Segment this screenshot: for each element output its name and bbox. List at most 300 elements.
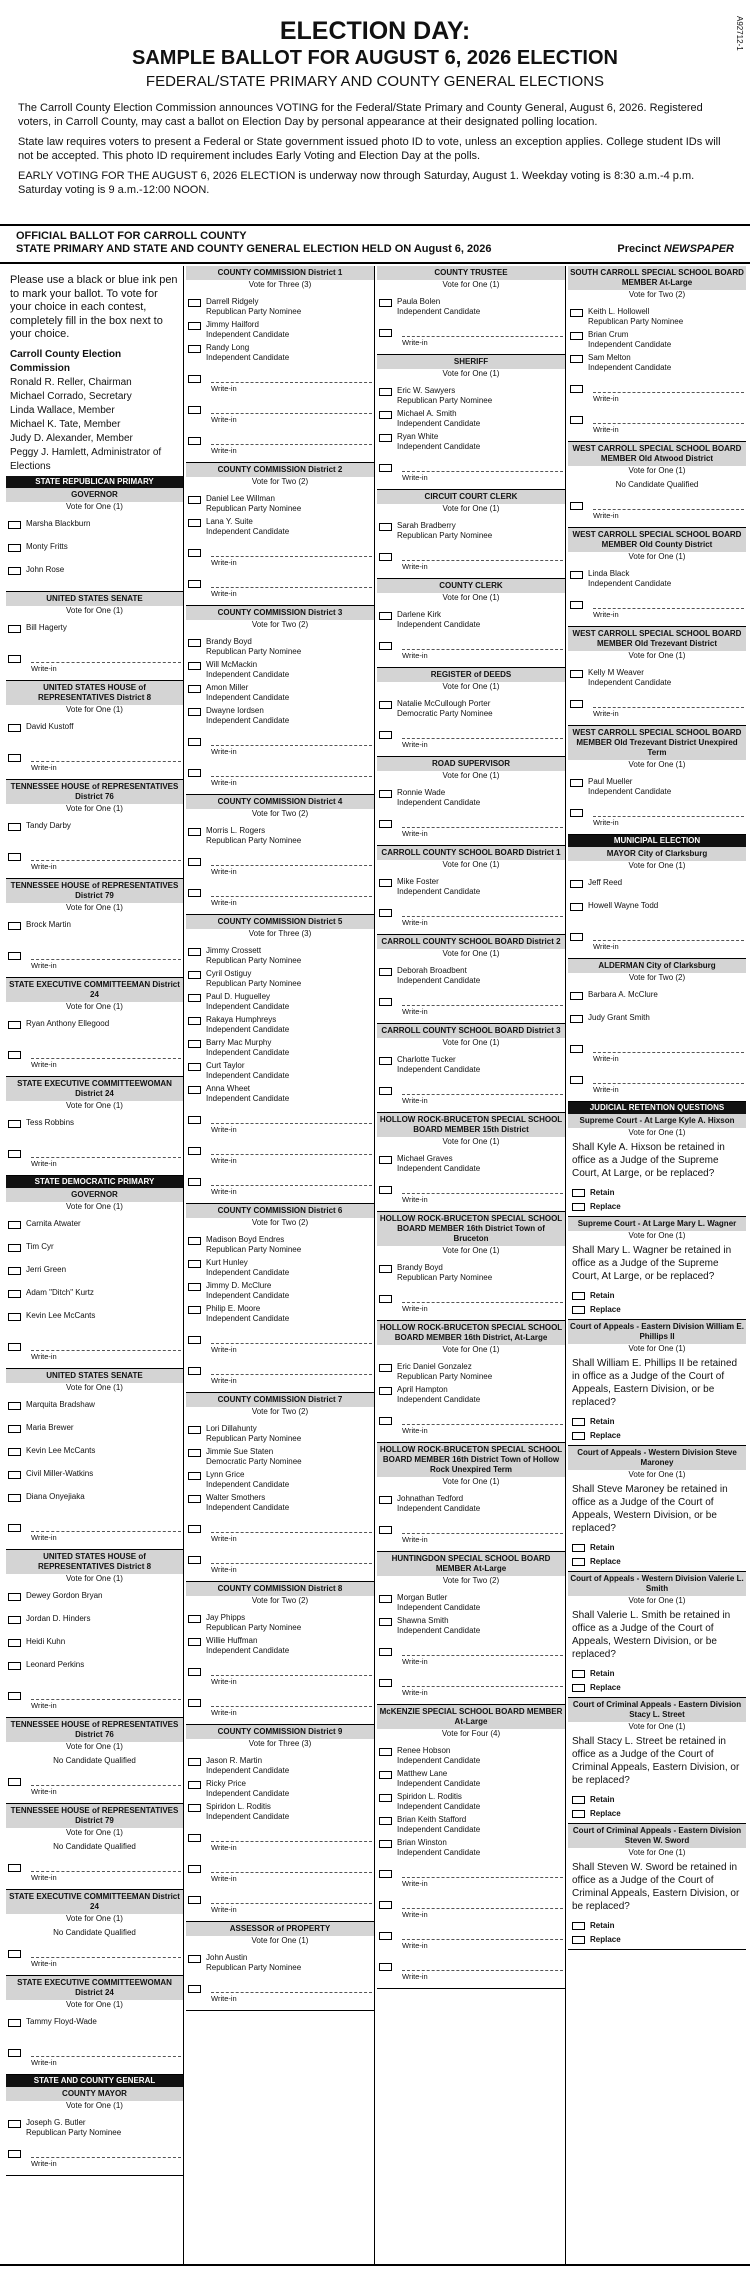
write-in-line[interactable]	[211, 850, 372, 866]
candidate-checkbox[interactable]	[188, 1781, 201, 1789]
candidate-row[interactable]	[188, 1304, 372, 1324]
candidate-checkbox[interactable]	[8, 1120, 21, 1128]
write-in-checkbox[interactable]	[570, 385, 583, 393]
write-in-checkbox[interactable]	[188, 1525, 201, 1533]
write-in-line[interactable]	[402, 1955, 563, 1971]
candidate-checkbox[interactable]	[8, 823, 21, 831]
write-in-line[interactable]	[211, 572, 372, 588]
write-in-checkbox[interactable]	[188, 1367, 201, 1375]
candidate-row[interactable]	[570, 353, 744, 373]
candidate-checkbox[interactable]	[8, 1448, 21, 1456]
write-in-line[interactable]	[402, 1178, 563, 1194]
candidate-checkbox[interactable]	[379, 1840, 392, 1848]
retain-checkbox[interactable]	[572, 1796, 585, 1804]
candidate-checkbox[interactable]	[8, 1471, 21, 1479]
replace-option[interactable]	[572, 1809, 742, 1818]
candidate-row[interactable]	[8, 1469, 181, 1489]
candidate-row[interactable]	[379, 1494, 563, 1514]
candidate-checkbox[interactable]	[379, 411, 392, 419]
candidate-row[interactable]	[570, 668, 744, 688]
candidate-row[interactable]	[188, 1235, 372, 1255]
write-in-checkbox[interactable]	[188, 1896, 201, 1904]
retain-option[interactable]	[572, 1795, 742, 1804]
candidate-checkbox[interactable]	[188, 322, 201, 330]
write-in-line[interactable]	[31, 1516, 181, 1532]
retain-checkbox[interactable]	[572, 1670, 585, 1678]
candidate-row[interactable]	[8, 1446, 181, 1466]
candidate-checkbox[interactable]	[8, 1313, 21, 1321]
candidate-checkbox[interactable]	[188, 1495, 201, 1503]
candidate-row[interactable]	[188, 1636, 372, 1656]
retain-option[interactable]	[572, 1291, 742, 1300]
replace-checkbox[interactable]	[572, 1203, 585, 1211]
write-in-line[interactable]	[211, 1139, 372, 1155]
write-in-checkbox[interactable]	[8, 1343, 21, 1351]
write-in-line[interactable]	[402, 990, 563, 1006]
candidate-row[interactable]	[188, 320, 372, 340]
candidate-row[interactable]	[379, 966, 563, 986]
candidate-row[interactable]	[8, 722, 181, 742]
write-in-line[interactable]	[211, 398, 372, 414]
candidate-checkbox[interactable]	[379, 523, 392, 531]
retain-option[interactable]	[572, 1921, 742, 1930]
candidate-row[interactable]	[188, 494, 372, 514]
write-in-line[interactable]	[593, 801, 744, 817]
candidate-row[interactable]	[8, 2118, 181, 2138]
candidate-checkbox[interactable]	[8, 1402, 21, 1410]
candidate-row[interactable]	[379, 1593, 563, 1613]
candidate-row[interactable]	[379, 1362, 563, 1382]
write-in-line[interactable]	[31, 2142, 181, 2158]
write-in-checkbox[interactable]	[8, 2150, 21, 2158]
candidate-checkbox[interactable]	[188, 994, 201, 1002]
candidate-checkbox[interactable]	[570, 309, 583, 317]
candidate-row[interactable]	[379, 1792, 563, 1812]
write-in-checkbox[interactable]	[570, 1045, 583, 1053]
candidate-row[interactable]	[8, 2017, 181, 2037]
write-in-checkbox[interactable]	[570, 933, 583, 941]
write-in-line[interactable]	[31, 845, 181, 861]
retain-option[interactable]	[572, 1188, 742, 1197]
write-in-line[interactable]	[593, 494, 744, 510]
write-in-line[interactable]	[31, 746, 181, 762]
write-in-checkbox[interactable]	[570, 700, 583, 708]
write-in-checkbox[interactable]	[8, 1778, 21, 1786]
replace-option[interactable]	[572, 1202, 742, 1211]
candidate-checkbox[interactable]	[379, 1748, 392, 1756]
candidate-checkbox[interactable]	[379, 1387, 392, 1395]
candidate-row[interactable]	[188, 637, 372, 657]
candidate-checkbox[interactable]	[188, 639, 201, 647]
candidate-row[interactable]	[188, 1424, 372, 1444]
candidate-checkbox[interactable]	[379, 1156, 392, 1164]
write-in-checkbox[interactable]	[379, 1870, 392, 1878]
write-in-line[interactable]	[211, 1359, 372, 1375]
candidate-row[interactable]	[188, 683, 372, 703]
write-in-checkbox[interactable]	[8, 1524, 21, 1532]
write-in-line[interactable]	[31, 1684, 181, 1700]
candidate-row[interactable]	[379, 297, 563, 317]
candidate-row[interactable]	[379, 699, 563, 719]
write-in-line[interactable]	[211, 761, 372, 777]
retain-checkbox[interactable]	[572, 1544, 585, 1552]
replace-checkbox[interactable]	[572, 1810, 585, 1818]
write-in-checkbox[interactable]	[188, 1985, 201, 1993]
write-in-checkbox[interactable]	[379, 1963, 392, 1971]
write-in-line[interactable]	[211, 730, 372, 746]
write-in-checkbox[interactable]	[188, 1699, 201, 1707]
write-in-checkbox[interactable]	[379, 642, 392, 650]
write-in-checkbox[interactable]	[379, 1417, 392, 1425]
write-in-checkbox[interactable]	[8, 1950, 21, 1958]
candidate-checkbox[interactable]	[188, 828, 201, 836]
candidate-checkbox[interactable]	[188, 345, 201, 353]
write-in-checkbox[interactable]	[188, 1668, 201, 1676]
candidate-row[interactable]	[188, 1281, 372, 1301]
write-in-line[interactable]	[211, 1170, 372, 1186]
write-in-line[interactable]	[211, 1857, 372, 1873]
write-in-checkbox[interactable]	[379, 1932, 392, 1940]
write-in-checkbox[interactable]	[188, 858, 201, 866]
candidate-row[interactable]	[188, 1061, 372, 1081]
candidate-row[interactable]	[188, 1084, 372, 1104]
write-in-checkbox[interactable]	[188, 1116, 201, 1124]
candidate-checkbox[interactable]	[570, 571, 583, 579]
candidate-checkbox[interactable]	[188, 1955, 201, 1963]
candidate-row[interactable]	[8, 623, 181, 643]
write-in-checkbox[interactable]	[8, 2049, 21, 2057]
candidate-checkbox[interactable]	[379, 1817, 392, 1825]
candidate-row[interactable]	[379, 386, 563, 406]
candidate-row[interactable]	[188, 1258, 372, 1278]
candidate-checkbox[interactable]	[8, 625, 21, 633]
write-in-checkbox[interactable]	[188, 738, 201, 746]
candidate-checkbox[interactable]	[570, 332, 583, 340]
write-in-checkbox[interactable]	[8, 1692, 21, 1700]
retain-option[interactable]	[572, 1669, 742, 1678]
candidate-row[interactable]	[570, 569, 744, 589]
write-in-checkbox[interactable]	[8, 1864, 21, 1872]
retain-checkbox[interactable]	[572, 1922, 585, 1930]
replace-checkbox[interactable]	[572, 1306, 585, 1314]
write-in-line[interactable]	[31, 1856, 181, 1872]
write-in-checkbox[interactable]	[188, 1336, 201, 1344]
candidate-checkbox[interactable]	[188, 1306, 201, 1314]
replace-option[interactable]	[572, 1935, 742, 1944]
candidate-row[interactable]	[188, 826, 372, 846]
candidate-checkbox[interactable]	[188, 971, 201, 979]
replace-checkbox[interactable]	[572, 1684, 585, 1692]
write-in-checkbox[interactable]	[8, 952, 21, 960]
candidate-row[interactable]	[188, 1802, 372, 1822]
write-in-checkbox[interactable]	[8, 853, 21, 861]
write-in-line[interactable]	[211, 1108, 372, 1124]
candidate-checkbox[interactable]	[188, 1283, 201, 1291]
candidate-row[interactable]	[8, 1423, 181, 1443]
candidate-checkbox[interactable]	[570, 903, 583, 911]
replace-checkbox[interactable]	[572, 1432, 585, 1440]
write-in-line[interactable]	[211, 1977, 372, 1993]
candidate-checkbox[interactable]	[8, 1662, 21, 1670]
replace-option[interactable]	[572, 1431, 742, 1440]
write-in-line[interactable]	[211, 429, 372, 445]
candidate-row[interactable]	[188, 706, 372, 726]
candidate-checkbox[interactable]	[188, 1426, 201, 1434]
candidate-checkbox[interactable]	[379, 968, 392, 976]
candidate-checkbox[interactable]	[188, 1086, 201, 1094]
write-in-checkbox[interactable]	[570, 1076, 583, 1084]
write-in-checkbox[interactable]	[188, 375, 201, 383]
candidate-checkbox[interactable]	[8, 1221, 21, 1229]
candidate-row[interactable]	[188, 1038, 372, 1058]
candidate-row[interactable]	[188, 946, 372, 966]
write-in-checkbox[interactable]	[379, 464, 392, 472]
write-in-line[interactable]	[402, 1924, 563, 1940]
candidate-checkbox[interactable]	[379, 1771, 392, 1779]
write-in-line[interactable]	[402, 901, 563, 917]
write-in-checkbox[interactable]	[570, 809, 583, 817]
candidate-checkbox[interactable]	[8, 544, 21, 552]
write-in-line[interactable]	[211, 1517, 372, 1533]
candidate-checkbox[interactable]	[379, 388, 392, 396]
write-in-checkbox[interactable]	[379, 1901, 392, 1909]
write-in-checkbox[interactable]	[570, 416, 583, 424]
candidate-row[interactable]	[8, 821, 181, 841]
retain-option[interactable]	[572, 1417, 742, 1426]
write-in-line[interactable]	[31, 1942, 181, 1958]
replace-option[interactable]	[572, 1305, 742, 1314]
write-in-checkbox[interactable]	[8, 1051, 21, 1059]
candidate-row[interactable]	[188, 1470, 372, 1490]
write-in-line[interactable]	[31, 1770, 181, 1786]
candidate-checkbox[interactable]	[8, 2019, 21, 2027]
write-in-line[interactable]	[211, 1328, 372, 1344]
candidate-checkbox[interactable]	[379, 1794, 392, 1802]
candidate-checkbox[interactable]	[188, 1063, 201, 1071]
candidate-row[interactable]	[8, 920, 181, 940]
replace-option[interactable]	[572, 1683, 742, 1692]
candidate-checkbox[interactable]	[8, 1639, 21, 1647]
write-in-line[interactable]	[402, 723, 563, 739]
write-in-checkbox[interactable]	[188, 1556, 201, 1564]
candidate-checkbox[interactable]	[379, 299, 392, 307]
candidate-checkbox[interactable]	[8, 521, 21, 529]
candidate-checkbox[interactable]	[8, 1593, 21, 1601]
candidate-row[interactable]	[188, 660, 372, 680]
candidate-checkbox[interactable]	[570, 992, 583, 1000]
candidate-checkbox[interactable]	[8, 1021, 21, 1029]
write-in-checkbox[interactable]	[379, 909, 392, 917]
replace-checkbox[interactable]	[572, 1558, 585, 1566]
candidate-row[interactable]	[570, 330, 744, 350]
candidate-checkbox[interactable]	[188, 662, 201, 670]
candidate-row[interactable]	[8, 1311, 181, 1331]
write-in-line[interactable]	[211, 1548, 372, 1564]
write-in-line[interactable]	[31, 1043, 181, 1059]
candidate-row[interactable]	[379, 788, 563, 808]
candidate-row[interactable]	[8, 1288, 181, 1308]
candidate-row[interactable]	[379, 1154, 563, 1174]
candidate-row[interactable]	[188, 1015, 372, 1035]
retain-checkbox[interactable]	[572, 1189, 585, 1197]
write-in-line[interactable]	[211, 1691, 372, 1707]
write-in-line[interactable]	[31, 2041, 181, 2057]
candidate-checkbox[interactable]	[188, 1638, 201, 1646]
write-in-line[interactable]	[402, 1409, 563, 1425]
write-in-line[interactable]	[402, 321, 563, 337]
candidate-row[interactable]	[570, 901, 744, 921]
candidate-checkbox[interactable]	[379, 879, 392, 887]
candidate-checkbox[interactable]	[379, 1496, 392, 1504]
candidate-checkbox[interactable]	[8, 1616, 21, 1624]
candidate-checkbox[interactable]	[8, 1425, 21, 1433]
candidate-row[interactable]	[570, 878, 744, 898]
candidate-checkbox[interactable]	[8, 1267, 21, 1275]
retain-checkbox[interactable]	[572, 1418, 585, 1426]
write-in-checkbox[interactable]	[188, 406, 201, 414]
write-in-line[interactable]	[211, 881, 372, 897]
candidate-row[interactable]	[8, 542, 181, 562]
write-in-checkbox[interactable]	[570, 502, 583, 510]
candidate-checkbox[interactable]	[188, 496, 201, 504]
candidate-row[interactable]	[8, 1591, 181, 1611]
write-in-checkbox[interactable]	[8, 1150, 21, 1158]
write-in-line[interactable]	[31, 1335, 181, 1351]
write-in-line[interactable]	[211, 367, 372, 383]
candidate-checkbox[interactable]	[379, 701, 392, 709]
candidate-row[interactable]	[188, 297, 372, 317]
retain-checkbox[interactable]	[572, 1292, 585, 1300]
write-in-line[interactable]	[402, 1671, 563, 1687]
write-in-checkbox[interactable]	[379, 820, 392, 828]
candidate-row[interactable]	[8, 565, 181, 585]
candidate-row[interactable]	[379, 1815, 563, 1835]
candidate-checkbox[interactable]	[188, 1449, 201, 1457]
candidate-row[interactable]	[8, 1019, 181, 1039]
candidate-row[interactable]	[379, 1263, 563, 1283]
candidate-checkbox[interactable]	[379, 790, 392, 798]
write-in-checkbox[interactable]	[188, 549, 201, 557]
candidate-row[interactable]	[379, 1769, 563, 1789]
candidate-row[interactable]	[8, 1219, 181, 1239]
candidate-checkbox[interactable]	[188, 1758, 201, 1766]
write-in-line[interactable]	[31, 944, 181, 960]
candidate-row[interactable]	[379, 409, 563, 429]
candidate-checkbox[interactable]	[379, 1057, 392, 1065]
candidate-row[interactable]	[8, 1637, 181, 1657]
write-in-line[interactable]	[593, 925, 744, 941]
write-in-line[interactable]	[402, 456, 563, 472]
candidate-checkbox[interactable]	[379, 612, 392, 620]
candidate-row[interactable]	[379, 1055, 563, 1075]
candidate-checkbox[interactable]	[379, 1265, 392, 1273]
candidate-row[interactable]	[188, 1613, 372, 1633]
replace-option[interactable]	[572, 1557, 742, 1566]
write-in-line[interactable]	[593, 377, 744, 393]
candidate-checkbox[interactable]	[188, 1040, 201, 1048]
write-in-checkbox[interactable]	[379, 731, 392, 739]
write-in-checkbox[interactable]	[8, 655, 21, 663]
candidate-checkbox[interactable]	[379, 1595, 392, 1603]
candidate-checkbox[interactable]	[188, 1472, 201, 1480]
write-in-checkbox[interactable]	[188, 769, 201, 777]
write-in-line[interactable]	[402, 1640, 563, 1656]
write-in-checkbox[interactable]	[188, 1147, 201, 1155]
candidate-row[interactable]	[379, 521, 563, 541]
write-in-checkbox[interactable]	[379, 1295, 392, 1303]
write-in-line[interactable]	[593, 593, 744, 609]
write-in-line[interactable]	[402, 812, 563, 828]
candidate-row[interactable]	[188, 517, 372, 537]
write-in-line[interactable]	[211, 541, 372, 557]
candidate-row[interactable]	[8, 1660, 181, 1680]
candidate-row[interactable]	[188, 1953, 372, 1973]
candidate-checkbox[interactable]	[379, 434, 392, 442]
candidate-checkbox[interactable]	[8, 2120, 21, 2128]
candidate-row[interactable]	[379, 1838, 563, 1858]
write-in-checkbox[interactable]	[379, 553, 392, 561]
candidate-checkbox[interactable]	[570, 670, 583, 678]
candidate-checkbox[interactable]	[8, 1494, 21, 1502]
write-in-line[interactable]	[402, 1862, 563, 1878]
write-in-line[interactable]	[402, 545, 563, 561]
candidate-row[interactable]	[8, 1242, 181, 1262]
candidate-row[interactable]	[8, 1265, 181, 1285]
candidate-checkbox[interactable]	[8, 922, 21, 930]
candidate-row[interactable]	[188, 1447, 372, 1467]
write-in-checkbox[interactable]	[188, 1834, 201, 1842]
candidate-checkbox[interactable]	[8, 567, 21, 575]
write-in-line[interactable]	[402, 1518, 563, 1534]
write-in-checkbox[interactable]	[188, 580, 201, 588]
candidate-checkbox[interactable]	[8, 724, 21, 732]
candidate-row[interactable]	[188, 1493, 372, 1513]
candidate-row[interactable]	[188, 1756, 372, 1776]
candidate-row[interactable]	[8, 1614, 181, 1634]
candidate-checkbox[interactable]	[188, 1615, 201, 1623]
write-in-checkbox[interactable]	[379, 1526, 392, 1534]
write-in-checkbox[interactable]	[570, 601, 583, 609]
candidate-row[interactable]	[379, 610, 563, 630]
candidate-row[interactable]	[379, 1385, 563, 1405]
write-in-line[interactable]	[402, 1079, 563, 1095]
candidate-row[interactable]	[379, 1616, 563, 1636]
write-in-line[interactable]	[402, 1893, 563, 1909]
candidate-checkbox[interactable]	[379, 1618, 392, 1626]
replace-checkbox[interactable]	[572, 1936, 585, 1944]
candidate-row[interactable]	[188, 343, 372, 363]
candidate-checkbox[interactable]	[188, 1237, 201, 1245]
candidate-checkbox[interactable]	[379, 1364, 392, 1372]
write-in-line[interactable]	[402, 634, 563, 650]
candidate-checkbox[interactable]	[188, 1017, 201, 1025]
candidate-row[interactable]	[8, 1492, 181, 1512]
write-in-line[interactable]	[593, 1037, 744, 1053]
write-in-line[interactable]	[402, 1287, 563, 1303]
candidate-checkbox[interactable]	[188, 519, 201, 527]
write-in-checkbox[interactable]	[379, 329, 392, 337]
write-in-line[interactable]	[31, 1142, 181, 1158]
write-in-checkbox[interactable]	[188, 1865, 201, 1873]
candidate-checkbox[interactable]	[570, 355, 583, 363]
candidate-row[interactable]	[570, 990, 744, 1010]
candidate-checkbox[interactable]	[188, 299, 201, 307]
write-in-line[interactable]	[593, 408, 744, 424]
candidate-checkbox[interactable]	[188, 1260, 201, 1268]
write-in-line[interactable]	[593, 692, 744, 708]
candidate-row[interactable]	[188, 1779, 372, 1799]
candidate-checkbox[interactable]	[570, 779, 583, 787]
